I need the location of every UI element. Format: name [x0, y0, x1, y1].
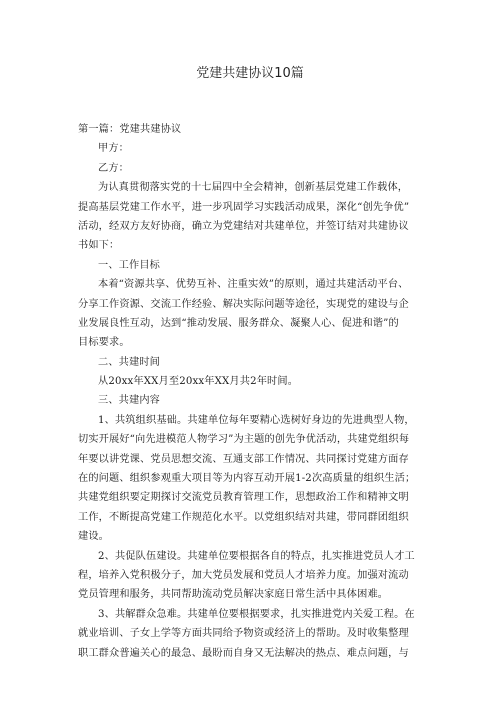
document-line: 3、共解群众急难。共建单位要根据要求，扎实推进党内关爱工程。在 — [98, 608, 415, 620]
document-line: 2、共促队伍建设。共建单位要根据各自的特点，扎实推进党员人才工 — [98, 550, 415, 562]
document-line: 为认真贯彻落实党的十七届四中全会精神，创新基层党建工作载体， — [98, 182, 409, 194]
document-line: 就业培训、子女上学等方面共同给予物资或经济上的帮助。及时收集整理 — [78, 628, 409, 640]
document-line: 年要以讲党课、党员思想交流、互通支部工作情况、共同探讨党建方面存 — [78, 453, 409, 465]
document-line: 党员管理和服务，共同帮助流动党员解决家庭日常生活中具体困难。 — [78, 589, 389, 601]
document-line: 提高基层党建工作水平，进一步巩固学习实践活动成果，深化“创先争优” — [78, 201, 410, 213]
document-line: 程，培养入党积极分子，加大党员发展和党员人才培养力度。加强对流动 — [78, 569, 409, 581]
document-line: 本着“资源共享、优势互补、注重实效”的原则，通过共建活动平台、 — [98, 279, 409, 291]
document-line: 书如下： — [78, 240, 120, 252]
document-line: 一、工作目标 — [98, 259, 161, 271]
document-body — [78, 120, 438, 663]
document-line: 目标要求。 — [78, 337, 130, 349]
document-line: 工作，不断提高党建工作规范化水平。以党组织结对共建，带同群团组织 — [78, 511, 409, 523]
document-line: 第一篇：党建共建协议 — [78, 124, 182, 135]
document-line: 三、共建内容 — [98, 395, 161, 407]
document-line: 从20xx年XX月至20xx年XX月共2年时间。 — [98, 376, 299, 388]
document-line: 切实开展好“向先进模范人物学习”为主题的创先争优活动，共建党组织每 — [78, 434, 410, 446]
document-line: 甲方： — [98, 143, 130, 155]
document-line: 乙方： — [98, 162, 130, 174]
document-line: 业发展良性互动，达到“推动发展、服务群众、凝聚人心、促进和谐”的 — [78, 317, 399, 329]
document-line: 在的问题、组织参观重大项目等为内容互动开展1-2次高质量的组织生活； — [78, 473, 416, 485]
document-line: 1、共筑组织基础。共建单位每年要精心选树好身边的先进典型人物， — [98, 414, 415, 426]
document-line: 分享工作资源、交流工作经验、解决实际问题等途径，实现党的建设与企 — [78, 298, 409, 310]
document-title: 党建共建协议10篇 — [196, 66, 304, 81]
document-line: 活动，经双方友好协商，确立为党建结对共建单位，并签订结对共建协议 — [78, 220, 409, 232]
document-line: 共建党组织要定期探讨交流党员教育管理工作，思想政治工作和精神文明 — [78, 492, 409, 504]
document-line: 二、共建时间 — [98, 356, 161, 368]
document-line: 建设。 — [78, 531, 110, 543]
document-line: 职工群众普遍关心的最急、最盼而自身又无法解决的热点、难点问题，与 — [78, 647, 409, 659]
